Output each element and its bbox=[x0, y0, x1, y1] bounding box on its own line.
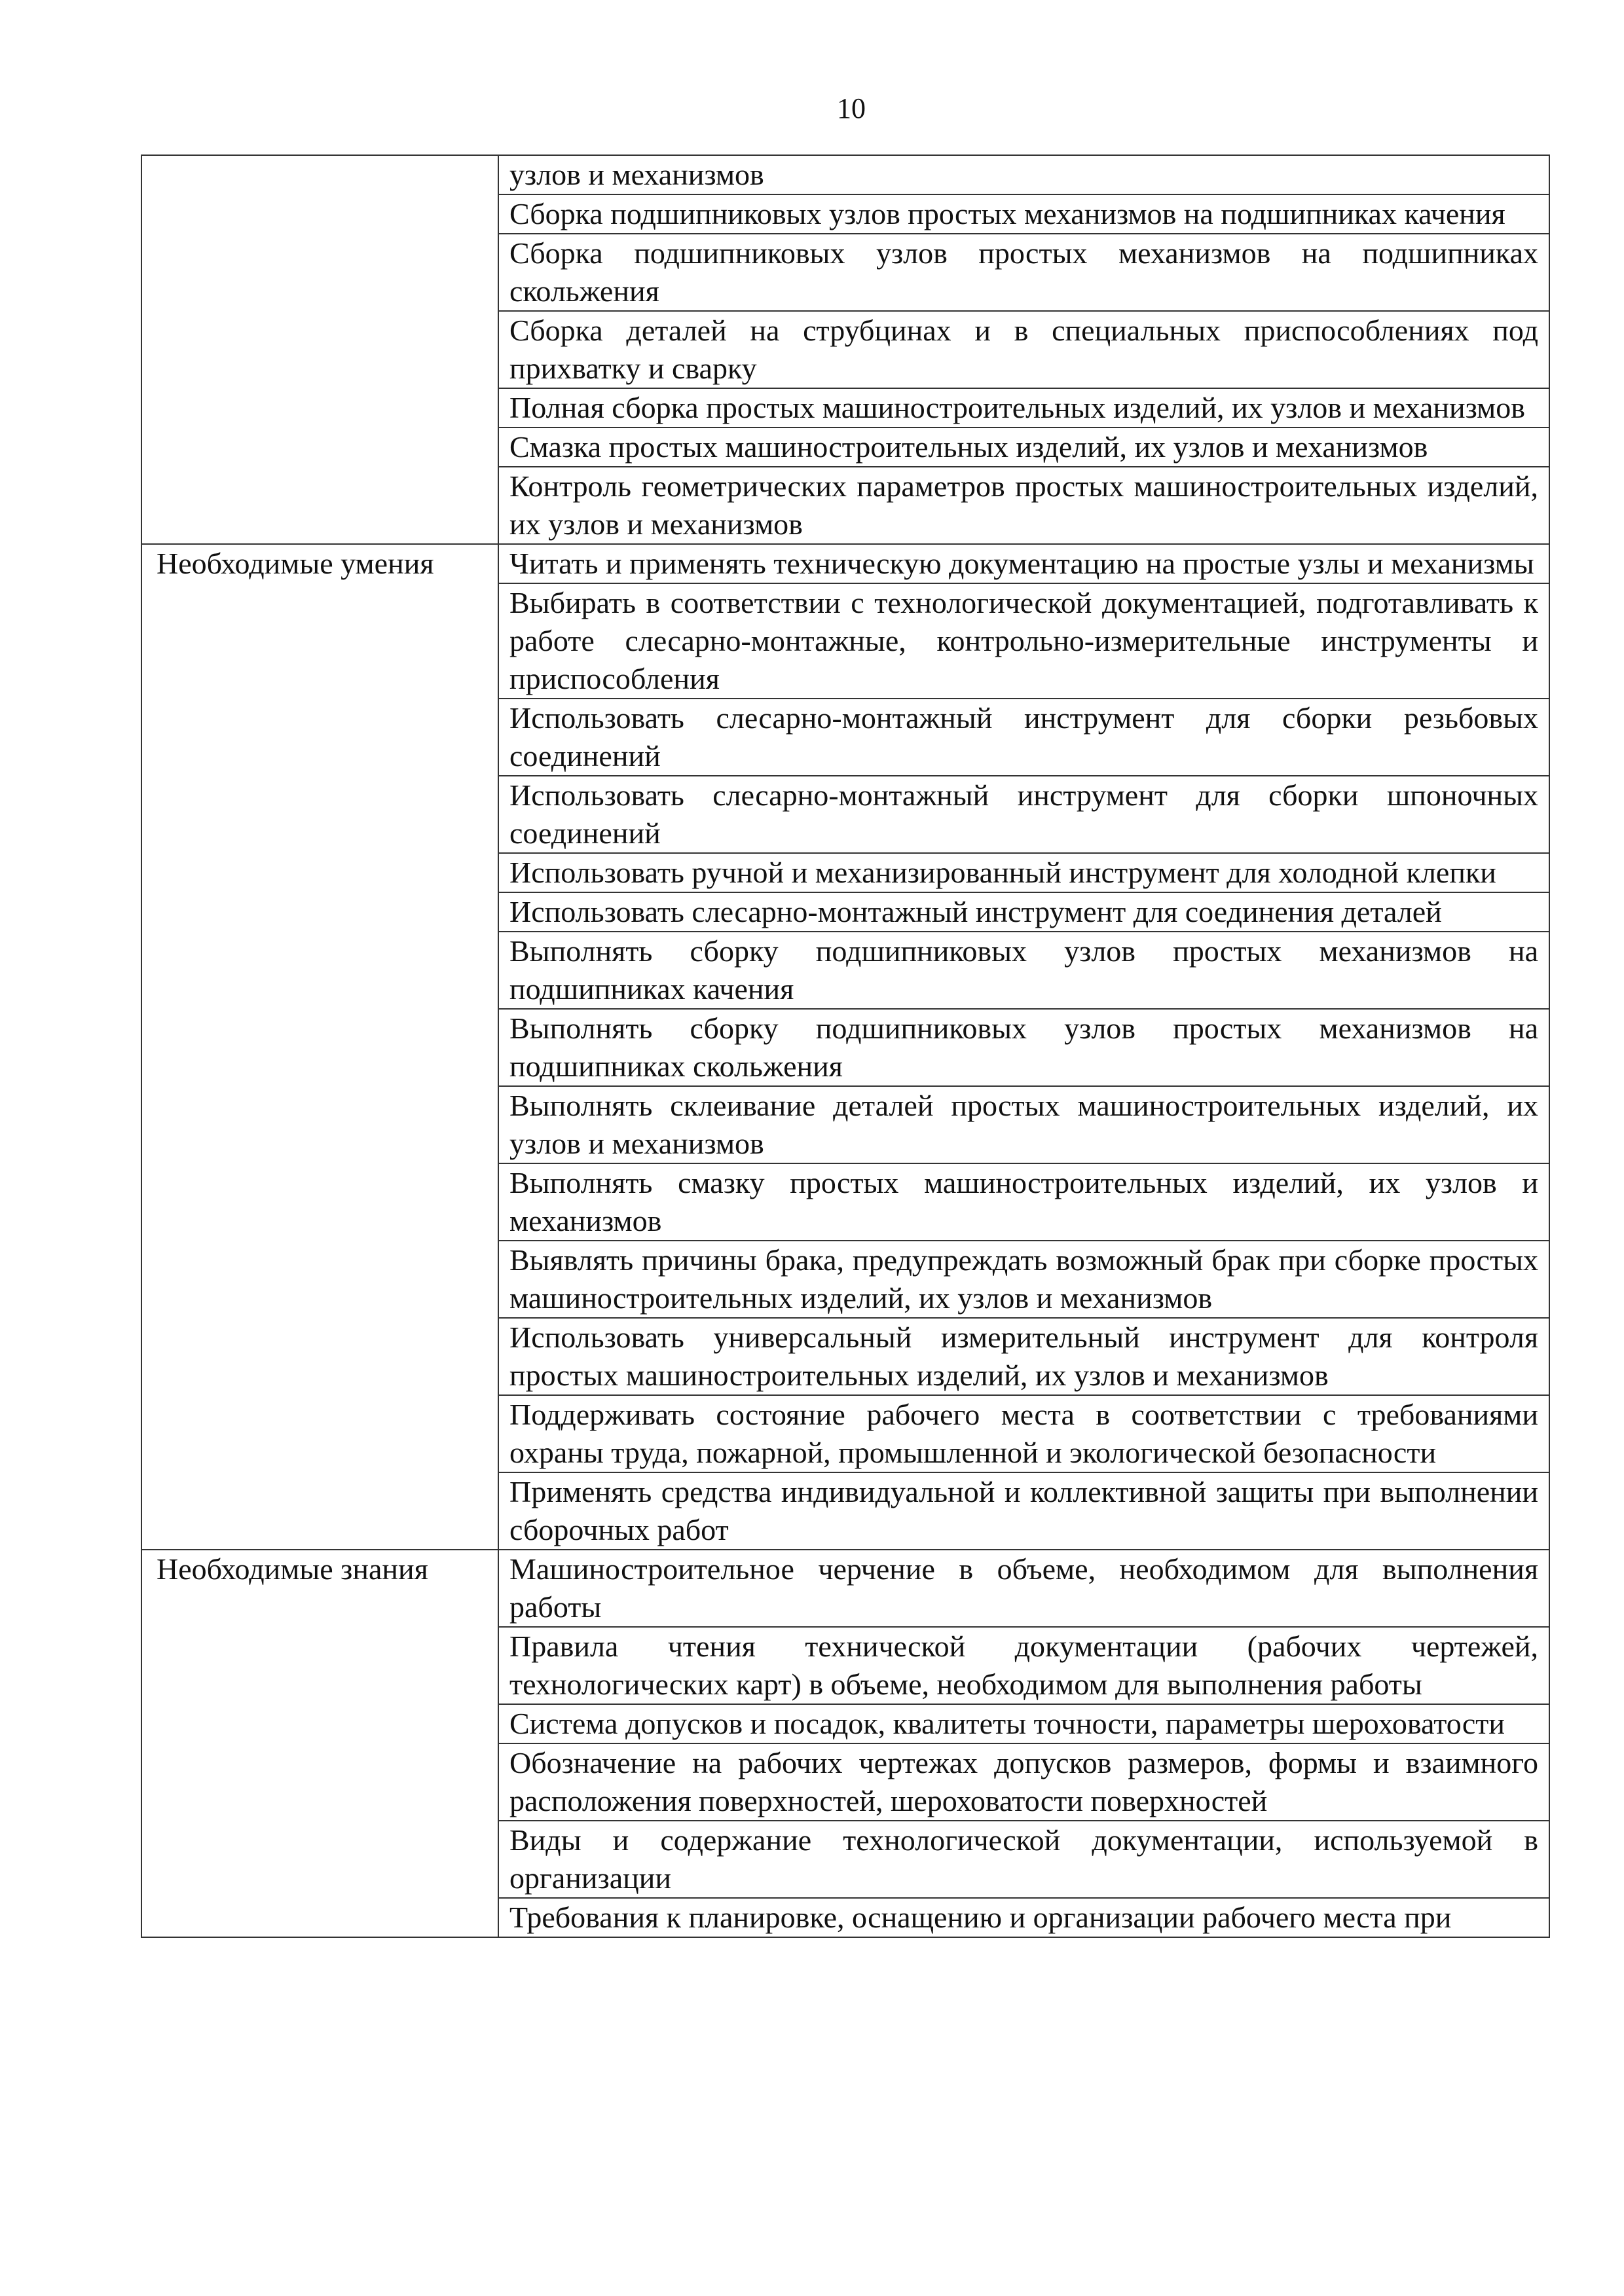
table-cell-item: Контроль геометрических параметров простых машиностроительных изделий, их узлов и механизмов bbox=[498, 467, 1549, 544]
table-cell-item: Применять средства индивидуальной и коллективной защиты при выполнении сборочных работ bbox=[498, 1472, 1549, 1550]
table-cell-item: Выполнять смазку простых машиностроительных изделий, их узлов и механизмов bbox=[498, 1163, 1549, 1241]
table-cell-item: Система допусков и посадок, квалитеты точности, параметры шероховатости bbox=[498, 1704, 1549, 1743]
table-cell-item: Использовать ручной и механизированный инструмент для холодной клепки bbox=[498, 853, 1549, 892]
table-cell-item: Сборка подшипниковых узлов простых механизмов на подшипниках скольжения bbox=[498, 234, 1549, 311]
table-cell-item: Сборка деталей на струбцинах и в специальных приспособлениях под прихватку и сварку bbox=[498, 311, 1549, 388]
table-cell-item: Виды и содержание технологической документации, используемой в организации bbox=[498, 1821, 1549, 1898]
page-number: 10 bbox=[837, 92, 866, 124]
table-cell-item: Поддерживать состояние рабочего места в соответствии с требованиями охраны труда, пожарной, промышленной и экологической безопасности bbox=[498, 1395, 1549, 1472]
table-cell-item: Выбирать в соответствии с технологической документацией, подготавливать к работе слесарно-монтажные, контрольно-измерительные инструменты и приспособления bbox=[498, 583, 1549, 699]
section-label: Необходимые умения bbox=[141, 544, 498, 1550]
table-cell-item: Читать и применять техническую документацию на простые узлы и механизмы bbox=[498, 544, 1549, 583]
table-cell-item: Выполнять склеивание деталей простых машиностроительных изделий, их узлов и механизмов bbox=[498, 1086, 1549, 1163]
table-cell-item: узлов и механизмов bbox=[498, 155, 1549, 194]
table-row bbox=[141, 544, 1549, 583]
table-cell-item: Машиностроительное черчение в объеме, необходимом для выполнения работы bbox=[498, 1550, 1549, 1627]
section-label bbox=[141, 155, 498, 544]
competency-table bbox=[141, 155, 1550, 1938]
section-label: Необходимые знания bbox=[141, 1550, 498, 1937]
table-row bbox=[141, 1550, 1549, 1627]
table-cell-item: Выполнять сборку подшипниковых узлов простых механизмов на подшипниках качения bbox=[498, 932, 1549, 1009]
table-cell-item: Использовать слесарно-монтажный инструмент для сборки шпоночных соединений bbox=[498, 776, 1549, 853]
table-cell-item: Выявлять причины брака, предупреждать возможный брак при сборке простых машиностроительных изделий, их узлов и механизмов bbox=[498, 1241, 1549, 1318]
table-row bbox=[141, 155, 1549, 194]
table-cell-item: Правила чтения технической документации (рабочих чертежей, технологических карт) в объеме, необходимом для выполнения работы bbox=[498, 1627, 1549, 1704]
table-cell-item: Смазка простых машиностроительных изделий, их узлов и механизмов bbox=[498, 428, 1549, 467]
table-cell-item: Выполнять сборку подшипниковых узлов простых механизмов на подшипниках скольжения bbox=[498, 1009, 1549, 1086]
table-cell-item: Обозначение на рабочих чертежах допусков размеров, формы и взаимного расположения поверхностей, шероховатости поверхностей bbox=[498, 1743, 1549, 1821]
table-cell-item: Использовать слесарно-монтажный инструмент для соединения деталей bbox=[498, 892, 1549, 932]
table-cell-item: Требования к планировке, оснащению и организации рабочего места при bbox=[498, 1898, 1549, 1937]
table-cell-item: Использовать слесарно-монтажный инструмент для сборки резьбовых соединений bbox=[498, 699, 1549, 776]
table-cell-item: Сборка подшипниковых узлов простых механизмов на подшипниках качения bbox=[498, 194, 1549, 234]
table-cell-item: Использовать универсальный измерительный инструмент для контроля простых машиностроительных изделий, их узлов и механизмов bbox=[498, 1318, 1549, 1395]
table-cell-item: Полная сборка простых машиностроительных изделий, их узлов и механизмов bbox=[498, 388, 1549, 428]
